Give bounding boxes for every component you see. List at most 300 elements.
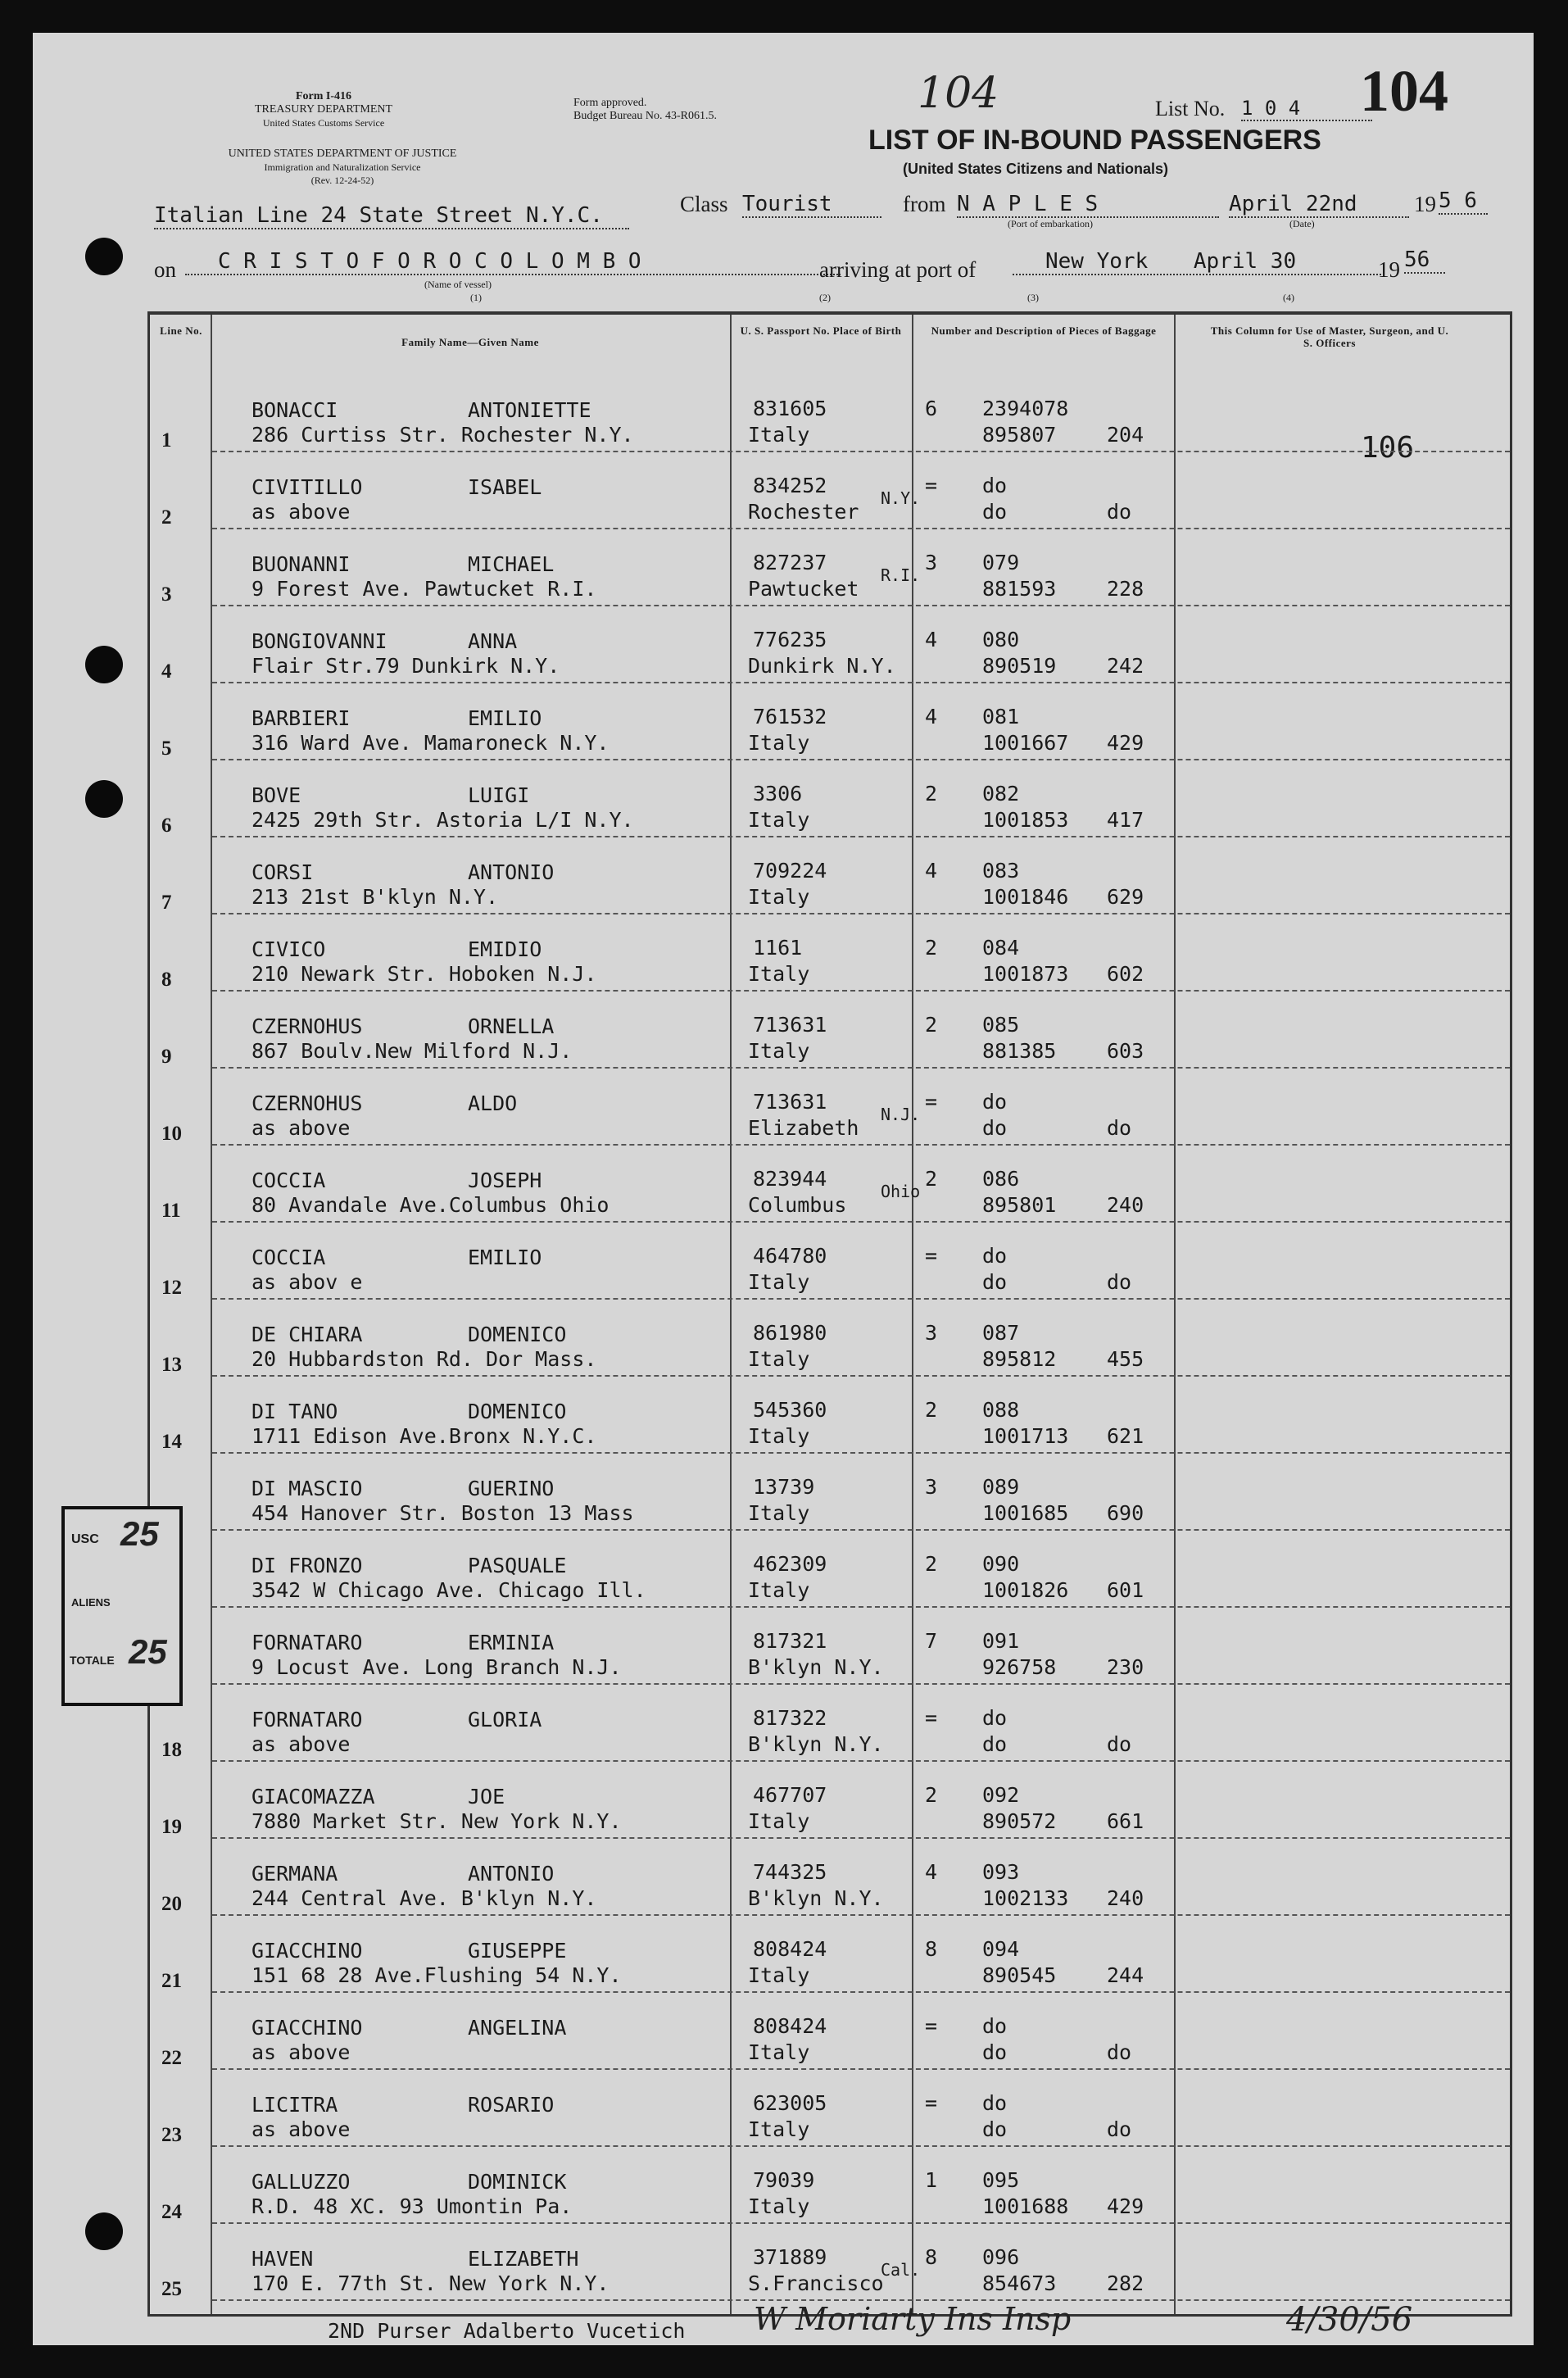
rev-line: (Rev. 12-24-52) bbox=[310, 175, 374, 186]
baggage-tag: 091 bbox=[982, 1629, 1020, 1653]
baggage-weight: 603 bbox=[1107, 1039, 1144, 1063]
place-of-birth: Italy bbox=[748, 808, 810, 832]
line-number: 3 bbox=[161, 583, 172, 606]
treasury-line: TREASURY DEPARTMENT bbox=[254, 103, 393, 116]
place-of-birth: Pawtucket bbox=[748, 577, 859, 601]
baggage-ticket: 1001846 bbox=[982, 885, 1069, 909]
address: 9 Locust Ave. Long Branch N.J. bbox=[252, 1655, 622, 1679]
place-of-birth: S.Francisco bbox=[748, 2271, 884, 2295]
table-row bbox=[150, 1690, 1510, 1766]
baggage-tag: do bbox=[982, 1244, 1008, 1268]
address: 867 Boulv.New Milford N.J. bbox=[252, 1039, 573, 1063]
family-name: DI MASCIO bbox=[252, 1477, 363, 1500]
place-of-birth: Italy bbox=[748, 962, 810, 986]
baggage-weight: 690 bbox=[1107, 1501, 1144, 1525]
address: 454 Hanover Str. Boston 13 Mass bbox=[252, 1501, 634, 1525]
given-name: DOMENICO bbox=[468, 1400, 567, 1423]
baggage-pieces: = bbox=[925, 1090, 938, 1114]
place-of-birth: Italy bbox=[748, 2194, 810, 2218]
line-number: 24 bbox=[161, 2201, 182, 2223]
baggage-ticket: do bbox=[982, 2040, 1008, 2064]
table-row bbox=[150, 1459, 1510, 1535]
address: as above bbox=[252, 500, 351, 524]
address: as above bbox=[252, 2117, 351, 2141]
row-rule bbox=[212, 1375, 1510, 1377]
family-name: FORNATARO bbox=[252, 1708, 363, 1731]
baggage-tag: do bbox=[982, 1706, 1008, 1730]
family-name: COCCIA bbox=[252, 1169, 326, 1192]
arrival-port bbox=[1013, 249, 1381, 275]
baggage-tag: 2394078 bbox=[982, 397, 1069, 420]
table-row bbox=[150, 1921, 1510, 1997]
given-name: ANTONIETTE bbox=[468, 398, 591, 422]
baggage-pieces: 3 bbox=[925, 551, 938, 574]
baggage-weight: 240 bbox=[1107, 1193, 1144, 1217]
row-rule bbox=[212, 2068, 1510, 2070]
passport-number: 713631 bbox=[753, 1090, 827, 1114]
row-rule bbox=[212, 1683, 1510, 1685]
family-name: DI FRONZO bbox=[252, 1554, 363, 1577]
given-name: EMIDIO bbox=[468, 937, 542, 961]
family-name: CORSI bbox=[252, 860, 314, 884]
purser-line: 2ND Purser Adalberto Vucetich bbox=[328, 2319, 686, 2343]
family-name: CZERNOHUS bbox=[252, 1091, 363, 1115]
passport-number: 761532 bbox=[753, 705, 827, 728]
row-rule bbox=[212, 2222, 1510, 2224]
passenger-table bbox=[147, 311, 1512, 2317]
table-row bbox=[150, 1382, 1510, 1458]
address: 244 Central Ave. B'klyn N.Y. bbox=[252, 1886, 597, 1910]
shipping-line: Italian Line 24 State Street N.Y.C. bbox=[154, 203, 629, 229]
usc-value: 25 bbox=[120, 1514, 159, 1553]
family-name: BONACCI bbox=[252, 398, 338, 422]
address: 2425 29th Str. Astoria L/I N.Y. bbox=[252, 808, 634, 832]
table-row bbox=[150, 1073, 1510, 1150]
address: 9 Forest Ave. Pawtucket R.I. bbox=[252, 577, 597, 601]
line-number: 2 bbox=[161, 506, 172, 529]
form-number: Form I-416 bbox=[295, 90, 352, 102]
baggage-tag: 096 bbox=[982, 2245, 1020, 2269]
baggage-tag: 086 bbox=[982, 1167, 1020, 1191]
passport-number: 827237 bbox=[753, 551, 827, 574]
baggage-tag: 079 bbox=[982, 551, 1020, 574]
baggage-pieces: 8 bbox=[925, 1937, 938, 1961]
baggage-tag: 089 bbox=[982, 1475, 1020, 1499]
address: 151 68 28 Ave.Flushing 54 N.Y. bbox=[252, 1963, 622, 1987]
row-rule bbox=[212, 1760, 1510, 1762]
col-header-line-no: Line No. bbox=[160, 324, 202, 337]
address: R.D. 48 XC. 93 Umontin Pa. bbox=[252, 2194, 573, 2218]
row-rule bbox=[212, 1914, 1510, 1916]
baggage-ticket: 890519 bbox=[982, 654, 1057, 678]
address: as above bbox=[252, 1116, 351, 1140]
line-number: 9 bbox=[161, 1046, 172, 1068]
line-number: 6 bbox=[161, 815, 172, 837]
baggage-pieces: 8 bbox=[925, 2245, 938, 2269]
line-number: 25 bbox=[161, 2278, 182, 2300]
list-no-typed: 1 0 4 bbox=[1241, 97, 1372, 121]
table-row bbox=[150, 688, 1510, 765]
place-of-birth: Italy bbox=[748, 1347, 810, 1371]
row-rule bbox=[212, 1529, 1510, 1531]
passport-number: 808424 bbox=[753, 2014, 827, 2038]
family-name: BOVE bbox=[252, 783, 301, 807]
passport-number: 1161 bbox=[753, 936, 803, 960]
family-name: FORNATARO bbox=[252, 1631, 363, 1654]
baggage-ticket: do bbox=[982, 2117, 1008, 2141]
page-subtitle: (United States Citizens and Nationals) bbox=[903, 161, 1169, 177]
place-of-birth: Elizabeth bbox=[748, 1116, 859, 1140]
table-row bbox=[150, 996, 1510, 1073]
baggage-weight: 601 bbox=[1107, 1578, 1144, 1602]
caption-3: (3) bbox=[1027, 292, 1039, 303]
row-rule bbox=[212, 1606, 1510, 1608]
baggage-pieces: 4 bbox=[925, 1860, 938, 1884]
table-row bbox=[150, 2075, 1510, 2151]
baggage-tag: 083 bbox=[982, 859, 1020, 883]
customs-line: United States Customs Service bbox=[262, 117, 385, 129]
justice-block bbox=[154, 147, 531, 187]
baggage-weight: do bbox=[1107, 1732, 1132, 1756]
row-rule bbox=[212, 1067, 1510, 1069]
given-name: ELIZABETH bbox=[468, 2247, 579, 2271]
family-name: GIACOMAZZA bbox=[252, 1785, 375, 1808]
passport-number: 623005 bbox=[753, 2091, 827, 2115]
address: Flair Str.79 Dunkirk N.Y. bbox=[252, 654, 560, 678]
table-row bbox=[150, 2152, 1510, 2228]
line-number: 20 bbox=[161, 1893, 182, 1915]
row-rule bbox=[212, 913, 1510, 914]
baggage-tag: 088 bbox=[982, 1398, 1020, 1422]
baggage-pieces: 3 bbox=[925, 1321, 938, 1345]
baggage-weight: 242 bbox=[1107, 654, 1144, 678]
address: 286 Curtiss Str. Rochester N.Y. bbox=[252, 423, 634, 447]
given-name: ANNA bbox=[468, 629, 518, 653]
baggage-weight: 240 bbox=[1107, 1886, 1144, 1910]
baggage-ticket: 1001853 bbox=[982, 808, 1069, 832]
address: 170 E. 77th St. New York N.Y. bbox=[252, 2271, 610, 2295]
total-value: 25 bbox=[129, 1632, 167, 1671]
col-header-officers: This Column for Use of Master, Surgeon, and U. S. Officers bbox=[1210, 324, 1449, 349]
family-name: CZERNOHUS bbox=[252, 1014, 363, 1038]
col-header-name: Family Name—Given Name bbox=[401, 336, 539, 348]
class-label: Class bbox=[680, 192, 728, 216]
row-rule bbox=[212, 528, 1510, 529]
line-number: 7 bbox=[161, 892, 172, 914]
col-header-passport: U. S. Passport No. Place of Birth bbox=[740, 324, 902, 337]
given-name: JOE bbox=[468, 1785, 505, 1808]
family-name: GIACCHINO bbox=[252, 2016, 363, 2040]
count-stamp bbox=[61, 1506, 183, 1706]
arrival-year: 56 bbox=[1404, 247, 1445, 274]
embark-date: April 22nd bbox=[1229, 192, 1409, 218]
baggage-weight: 230 bbox=[1107, 1655, 1144, 1679]
arrival-date: April 30 bbox=[1193, 249, 1297, 274]
place-of-birth: Italy bbox=[748, 1424, 810, 1448]
place-of-birth: Italy bbox=[748, 2117, 810, 2141]
baggage-ticket: 1001826 bbox=[982, 1578, 1069, 1602]
baggage-tag: do bbox=[982, 2014, 1008, 2038]
baggage-pieces: 2 bbox=[925, 1552, 938, 1576]
baggage-pieces: 2 bbox=[925, 1398, 938, 1422]
address: 213 21st B'klyn N.Y. bbox=[252, 885, 499, 909]
given-name: ROSARIO bbox=[468, 2093, 555, 2117]
family-name: BONGIOVANNI bbox=[252, 629, 387, 653]
page-title: LIST OF IN-BOUND PASSENGERS bbox=[868, 125, 1321, 156]
baggage-weight: do bbox=[1107, 2040, 1132, 2064]
family-name: BUONANNI bbox=[252, 552, 351, 576]
baggage-ticket: 890572 bbox=[982, 1809, 1057, 1833]
birth-note: Cal. bbox=[881, 2260, 921, 2280]
baggage-ticket: 881385 bbox=[982, 1039, 1057, 1063]
baggage-ticket: 895812 bbox=[982, 1347, 1057, 1371]
officer-note: 106 bbox=[1361, 431, 1415, 465]
place-of-birth: Italy bbox=[748, 885, 810, 909]
given-name: JOSEPH bbox=[468, 1169, 542, 1192]
place-of-birth: B'klyn N.Y. bbox=[748, 1732, 884, 1756]
birth-note: R.I. bbox=[881, 565, 921, 585]
on-label: on bbox=[154, 257, 176, 282]
form-approved-block bbox=[573, 97, 717, 123]
baggage-ticket: do bbox=[982, 500, 1008, 524]
passport-number: 13739 bbox=[753, 1475, 815, 1499]
table-row bbox=[150, 765, 1510, 842]
family-name: BARBIERI bbox=[252, 706, 351, 730]
passport-number: 464780 bbox=[753, 1244, 827, 1268]
table-row bbox=[150, 380, 1510, 456]
baggage-pieces: 4 bbox=[925, 628, 938, 651]
place-of-birth: B'klyn N.Y. bbox=[748, 1655, 884, 1679]
baggage-tag: 085 bbox=[982, 1013, 1020, 1037]
punch-hole bbox=[85, 780, 123, 818]
handwritten-list-number: 104 bbox=[918, 69, 999, 118]
baggage-ticket: 1001688 bbox=[982, 2194, 1069, 2218]
form-approved: Form approved. bbox=[573, 97, 647, 109]
baggage-tag: 090 bbox=[982, 1552, 1020, 1576]
address: 3542 W Chicago Ave. Chicago Ill. bbox=[252, 1578, 646, 1602]
family-name: COCCIA bbox=[252, 1246, 326, 1269]
line-number: 18 bbox=[161, 1739, 182, 1761]
line-number: 21 bbox=[161, 1970, 182, 1992]
given-name: ALDO bbox=[468, 1091, 518, 1115]
family-name: CIVITILLO bbox=[252, 475, 363, 499]
row-rule bbox=[212, 836, 1510, 837]
baggage-pieces: 6 bbox=[925, 397, 938, 420]
passport-number: 462309 bbox=[753, 1552, 827, 1576]
passport-number: 823944 bbox=[753, 1167, 827, 1191]
given-name: ISABEL bbox=[468, 475, 542, 499]
list-no-stamp: 104 bbox=[1360, 58, 1448, 124]
baggage-pieces: 2 bbox=[925, 782, 938, 806]
baggage-weight: 204 bbox=[1107, 423, 1144, 447]
place-of-birth: B'klyn N.Y. bbox=[748, 1886, 884, 1910]
baggage-ticket: 1001713 bbox=[982, 1424, 1069, 1448]
line-number: 12 bbox=[161, 1277, 182, 1299]
line-number: 5 bbox=[161, 737, 172, 760]
baggage-pieces: = bbox=[925, 2091, 938, 2115]
from-label: from bbox=[903, 192, 946, 216]
baggage-pieces: 4 bbox=[925, 859, 938, 883]
baggage-weight: do bbox=[1107, 1116, 1132, 1140]
row-rule bbox=[212, 990, 1510, 992]
passport-number: 709224 bbox=[753, 859, 827, 883]
address: 210 Newark Str. Hoboken N.J. bbox=[252, 962, 597, 986]
table-row bbox=[150, 1536, 1510, 1612]
embark-year: 5 6 bbox=[1439, 188, 1488, 215]
arriving-label: arriving at port of bbox=[819, 257, 977, 282]
baggage-tag: 092 bbox=[982, 1783, 1020, 1807]
passport-number: 713631 bbox=[753, 1013, 827, 1037]
passport-number: 545360 bbox=[753, 1398, 827, 1422]
given-name: DOMENICO bbox=[468, 1323, 567, 1346]
baggage-ticket: do bbox=[982, 1732, 1008, 1756]
total-label: TOTALE bbox=[70, 1654, 115, 1667]
passport-number: 861980 bbox=[753, 1321, 827, 1345]
date-caption: (Date) bbox=[1289, 218, 1315, 229]
place-of-birth: Italy bbox=[748, 1578, 810, 1602]
family-name: LICITRA bbox=[252, 2093, 338, 2117]
table-row bbox=[150, 1613, 1510, 1689]
caption-4: (4) bbox=[1283, 292, 1294, 303]
baggage-tag: 094 bbox=[982, 1937, 1020, 1961]
birth-note: N.J. bbox=[881, 1105, 921, 1124]
baggage-ticket: do bbox=[982, 1270, 1008, 1294]
inspector-signature: W Moriarty Ins Insp bbox=[754, 2301, 1072, 2337]
row-rule bbox=[212, 1298, 1510, 1300]
row-rule bbox=[212, 605, 1510, 606]
form-header-left bbox=[188, 90, 459, 129]
baggage-pieces: 1 bbox=[925, 2168, 938, 2192]
arrival-year-prefix: 19 bbox=[1378, 257, 1400, 282]
line-number: 1 bbox=[161, 429, 172, 452]
address: as abov e bbox=[252, 1270, 363, 1294]
baggage-weight: 455 bbox=[1107, 1347, 1144, 1371]
line-number: 13 bbox=[161, 1354, 182, 1376]
family-name: CIVICO bbox=[252, 937, 326, 961]
passport-number: 808424 bbox=[753, 1937, 827, 1961]
passport-number: 744325 bbox=[753, 1860, 827, 1884]
list-no-label: List No. bbox=[1155, 97, 1226, 120]
signature-date: 4/30/56 bbox=[1286, 2301, 1413, 2339]
arrival-port-name: New York bbox=[1045, 249, 1149, 274]
baggage-tag: 082 bbox=[982, 782, 1020, 806]
table-row bbox=[150, 1228, 1510, 1304]
given-name: EMILIO bbox=[468, 706, 542, 730]
row-rule bbox=[212, 1452, 1510, 1454]
baggage-weight: 417 bbox=[1107, 808, 1144, 832]
address: 1711 Edison Ave.Bronx N.Y.C. bbox=[252, 1424, 597, 1448]
line-number: 8 bbox=[161, 969, 172, 991]
table-row bbox=[150, 2229, 1510, 2305]
family-name: HAVEN bbox=[252, 2247, 314, 2271]
table-row bbox=[150, 1844, 1510, 1920]
baggage-tag: 095 bbox=[982, 2168, 1020, 2192]
baggage-ticket: 1001873 bbox=[982, 962, 1069, 986]
table-row bbox=[150, 457, 1510, 533]
baggage-weight: do bbox=[1107, 1270, 1132, 1294]
baggage-weight: do bbox=[1107, 2117, 1132, 2141]
family-name: DE CHIARA bbox=[252, 1323, 363, 1346]
vessel-caption: (Name of vessel) bbox=[424, 279, 492, 290]
given-name: DOMINICK bbox=[468, 2170, 567, 2194]
given-name: ANTONIO bbox=[468, 860, 555, 884]
baggage-pieces: = bbox=[925, 1244, 938, 1268]
place-of-birth: Italy bbox=[748, 423, 810, 447]
punch-hole bbox=[85, 238, 123, 275]
place-of-birth: Italy bbox=[748, 2040, 810, 2064]
baggage-weight: 621 bbox=[1107, 1424, 1144, 1448]
place-of-birth: Italy bbox=[748, 1270, 810, 1294]
vessel-name: C R I S T O F O R O C O L O M B O bbox=[185, 249, 841, 275]
place-of-birth: Dunkirk N.Y. bbox=[748, 654, 896, 678]
justice-line: UNITED STATES DEPARTMENT OF JUSTICE bbox=[228, 147, 457, 160]
passport-number: 817322 bbox=[753, 1706, 827, 1730]
line-number: 11 bbox=[161, 1200, 181, 1222]
immigration-line: Immigration and Naturalization Service bbox=[264, 161, 421, 173]
baggage-ticket: 881593 bbox=[982, 577, 1057, 601]
given-name: PASQUALE bbox=[468, 1554, 567, 1577]
usc-label: USC bbox=[71, 1532, 99, 1546]
baggage-weight: 661 bbox=[1107, 1809, 1144, 1833]
embark-year-prefix: 19 bbox=[1414, 192, 1436, 216]
baggage-weight: 228 bbox=[1107, 577, 1144, 601]
given-name: GLORIA bbox=[468, 1708, 542, 1731]
baggage-tag: 087 bbox=[982, 1321, 1020, 1345]
table-row bbox=[150, 1150, 1510, 1227]
line-number: 10 bbox=[161, 1123, 182, 1145]
port-of-embarkation: N A P L E S bbox=[957, 192, 1219, 218]
line-number: 19 bbox=[161, 1816, 182, 1838]
row-rule bbox=[212, 1144, 1510, 1146]
baggage-ticket: do bbox=[982, 1116, 1008, 1140]
col-header-baggage: Number and Description of Pieces of Baggage bbox=[931, 324, 1157, 337]
given-name: ANTONIO bbox=[468, 1862, 555, 1886]
baggage-weight: 429 bbox=[1107, 731, 1144, 755]
baggage-pieces: 2 bbox=[925, 1783, 938, 1807]
baggage-ticket: 1001685 bbox=[982, 1501, 1069, 1525]
table-row bbox=[150, 611, 1510, 688]
given-name: GIUSEPPE bbox=[468, 1939, 567, 1963]
baggage-pieces: = bbox=[925, 2014, 938, 2038]
baggage-pieces: 4 bbox=[925, 705, 938, 728]
place-of-birth: Columbus bbox=[748, 1193, 847, 1217]
baggage-tag: 081 bbox=[982, 705, 1020, 728]
passport-number: 79039 bbox=[753, 2168, 815, 2192]
table-row bbox=[150, 842, 1510, 919]
table-row bbox=[150, 1767, 1510, 1843]
class-value: Tourist bbox=[742, 192, 881, 218]
row-rule bbox=[212, 2145, 1510, 2147]
row-rule bbox=[212, 1837, 1510, 1839]
baggage-pieces: 3 bbox=[925, 1475, 938, 1499]
passport-number: 834252 bbox=[753, 474, 827, 497]
table-row bbox=[150, 1998, 1510, 2074]
baggage-pieces: 2 bbox=[925, 1167, 938, 1191]
caption-2: (2) bbox=[819, 292, 831, 303]
passport-number: 831605 bbox=[753, 397, 827, 420]
passport-number: 3306 bbox=[753, 782, 803, 806]
address: 316 Ward Ave. Mamaroneck N.Y. bbox=[252, 731, 610, 755]
baggage-weight: 602 bbox=[1107, 962, 1144, 986]
row-rule bbox=[212, 759, 1510, 760]
place-of-birth: Italy bbox=[748, 1501, 810, 1525]
baggage-pieces: 2 bbox=[925, 1013, 938, 1037]
baggage-ticket: 895801 bbox=[982, 1193, 1057, 1217]
given-name: GUERINO bbox=[468, 1477, 555, 1500]
baggage-weight: 429 bbox=[1107, 2194, 1144, 2218]
passport-number: 467707 bbox=[753, 1783, 827, 1807]
baggage-tag: 080 bbox=[982, 628, 1020, 651]
